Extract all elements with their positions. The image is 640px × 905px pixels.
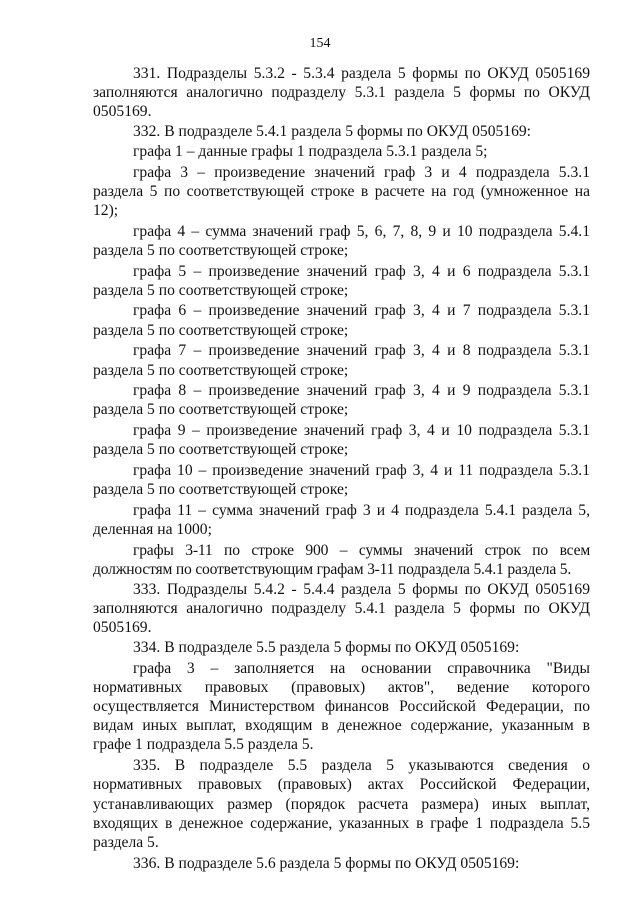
paragraph-333: 333. Подразделы 5.4.2 - 5.4.4 раздела 5 формы по ОКУД 0505169 заполняются аналогично подразделу 5.4.1 раздела 5 формы по ОКУД 0505169. [93, 580, 590, 637]
paragraph-332: 332. В подразделе 5.4.1 раздела 5 формы по ОКУД 0505169: [133, 123, 532, 141]
list-item-grafa-4: графа 4 – сумма значений граф 5, 6, 7, 8, 9 и 10 подраздела 5.4.1 раздела 5 по соответствующей строке; [93, 222, 590, 259]
list-item-grafa-11: графа 11 – сумма значений граф 3 и 4 подраздела 5.4.1 раздела 5, деленная на 1000; [93, 501, 590, 539]
paragraph-331: 331. Подразделы 5.3.2 - 5.3.4 раздела 5 формы по ОКУД 0505169 заполняются аналогично подразделу 5.3.1 раздела 5 формы по ОКУД 0505169. [93, 65, 590, 121]
list-item-grafa-6: графа 6 – произведение значений граф 3, 4 и 7 подраздела 5.3.1 раздела 5 по соответствующей строке; [93, 302, 590, 339]
list-item-grafa-10: графа 10 – произведение значений граф 3, 4 и 11 подраздела 5.3.1 раздела 5 по соответствующей строке; [93, 462, 590, 499]
page-number: 154 [309, 36, 331, 51]
list-item-grafa-1: графа 1 – данные графы 1 подраздела 5.3.1 раздела 5; [133, 142, 488, 160]
list-item-grafa-3: графа 3 – произведение значений граф 3 и 4 подраздела 5.3.1 раздела 5 по соответствующей строке в расчете на год (умноженное на 12); [93, 163, 590, 219]
list-item-grafy-3-11: графы 3-11 по строке 900 – суммы значений строк по всем должностям по соответствующим графам 3-11 подраздела 5.4.1 раздела 5. [93, 541, 590, 579]
list-item-grafa-5: графа 5 – произведение значений граф 3, 4 и 6 подраздела 5.3.1 раздела 5 по соответствующей строке; [93, 262, 590, 299]
list-item-grafa-7: графа 7 – произведение значений граф 3, 4 и 8 подраздела 5.3.1 раздела 5 по соответствующей строке; [93, 342, 590, 379]
list-item-grafa-9: графа 9 – произведение значений граф 3, 4 и 10 подраздела 5.3.1 раздела 5 по соответствующей строке; [93, 422, 590, 459]
paragraph-336: 336. В подразделе 5.6 раздела 5 формы по ОКУД 0505169: [133, 854, 520, 872]
paragraph-335: 335. В подразделе 5.5 раздела 5 указываются сведения о нормативных правовых (правовых) актах Российской Федерации, устанавливающих размер (порядок расчета размера) иных выплат, входящих в денежное содержание, указанных в графе 1 подраздела 5.5 раздела 5. [93, 757, 590, 851]
list-item-grafa-3-directory: графа 3 – заполняется на основании справочника "Виды нормативных правовых (правовых) актов", ведение которого осуществляется Министерством финансов Российской Федерации, по видам иных выплат, входящим в денежное содержание, указанным в графе 1 подраздела 5.5 раздела 5. [93, 659, 590, 754]
document-body [93, 64, 590, 873]
list-item-grafa-8: графа 8 – произведение значений граф 3, 4 и 9 подраздела 5.3.1 раздела 5 по соответствующей строке; [93, 382, 590, 419]
paragraph-334: 334. В подразделе 5.5 раздела 5 формы по ОКУД 0505169: [133, 638, 520, 656]
